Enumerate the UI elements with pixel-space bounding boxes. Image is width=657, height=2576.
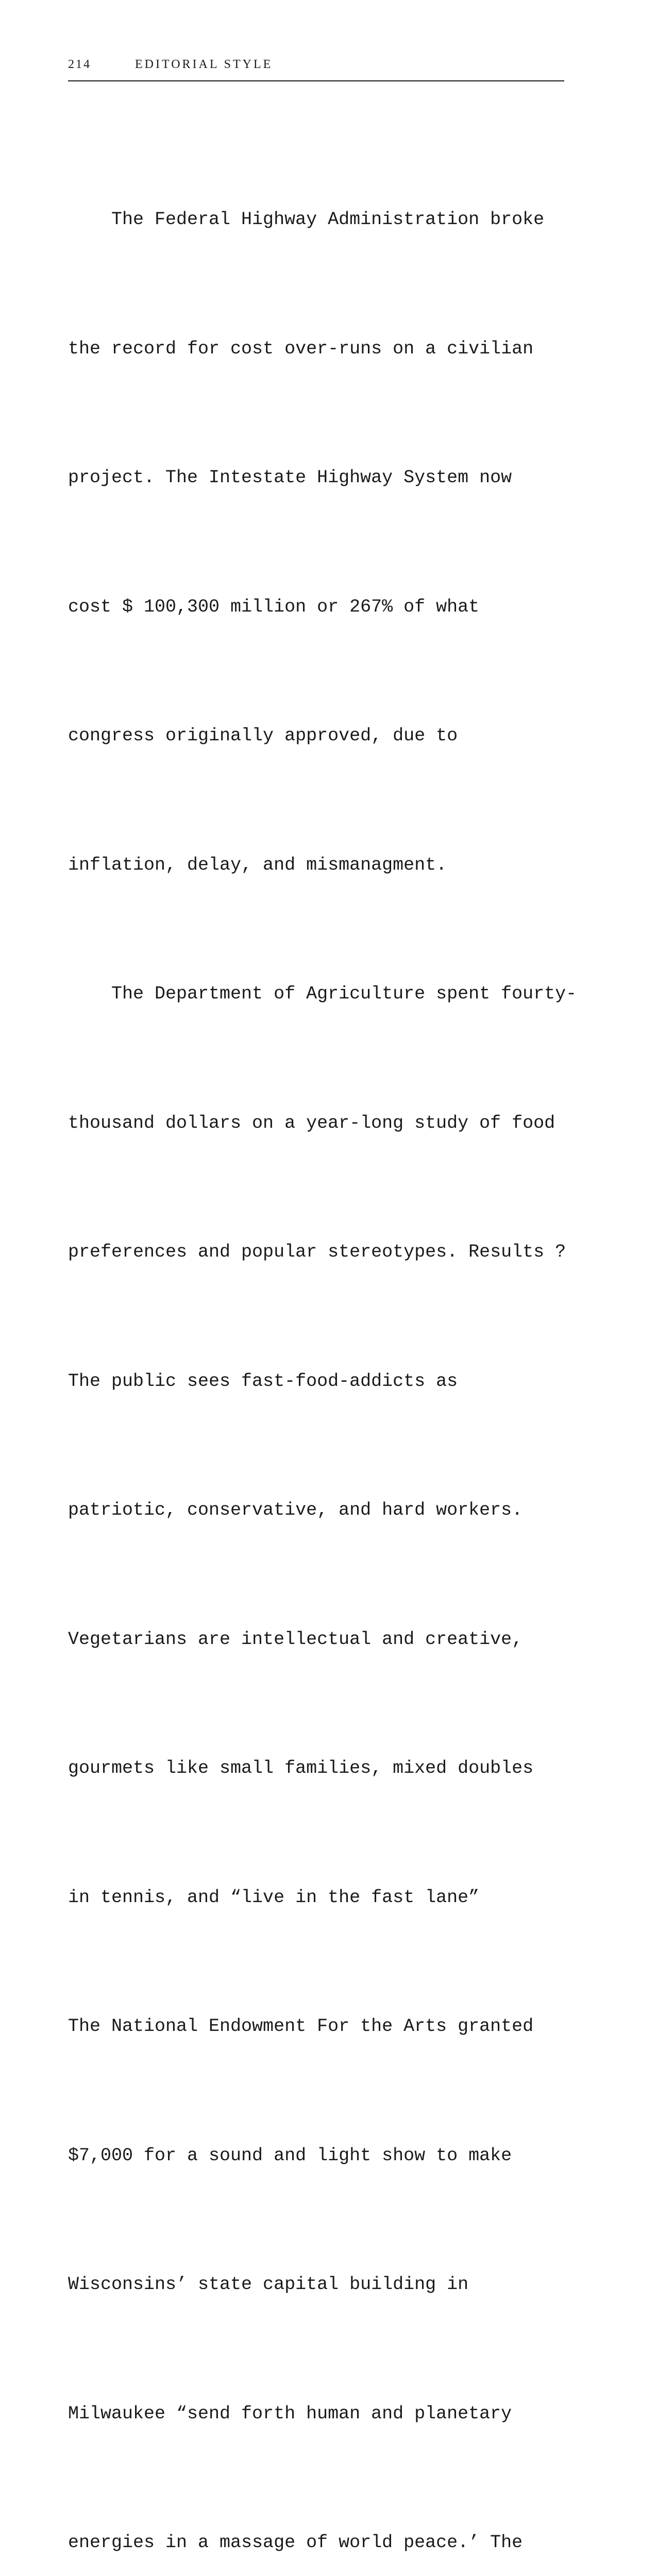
text-line: The Federal Highway Administration broke — [68, 209, 545, 230]
text-line: cost $ 100,300 million or 267% of what — [68, 596, 480, 617]
text-line: project. The Intestate Highway System now — [68, 467, 512, 488]
text-line: the record for cost over-runs on a civilian — [68, 338, 534, 359]
text-line: energies in a massage of world peace.’ The — [68, 2532, 523, 2553]
text-line: inflation, delay, and mismanagment. — [68, 854, 447, 875]
text-line: preferences and popular stereotypes. Results ? — [68, 1242, 566, 1262]
page-number: 214 — [68, 58, 91, 71]
text-line: gourmets like small families, mixed doubles — [68, 1758, 534, 1778]
text-line: The National Endowment For the Arts granted — [68, 2016, 534, 2037]
text-line: in tennis, and “live in the fast lane” — [68, 1887, 480, 1908]
text-line: patriotic, conservative, and hard workers. — [68, 1500, 523, 1520]
text-line: thousand dollars on a year-long study of food — [68, 1112, 555, 1133]
text-line: The Department of Agriculture spent fourty- — [68, 984, 577, 1004]
text-line: $7,000 for a sound and light show to make — [68, 2145, 512, 2166]
text-line: Vegetarians are intellectual and creative, — [68, 1629, 523, 1650]
text-line: Wisconsins’ state capital building in — [68, 2274, 469, 2295]
text-line: The public sees fast-food-addicts as — [68, 1370, 458, 1392]
running-head — [68, 58, 564, 81]
text-line: Milwaukee “send forth human and planetary — [68, 2403, 512, 2424]
text-line: congress originally approved, due to — [68, 725, 458, 746]
body-text — [68, 112, 583, 2576]
running-title: EDITORIAL STYLE — [135, 58, 273, 71]
